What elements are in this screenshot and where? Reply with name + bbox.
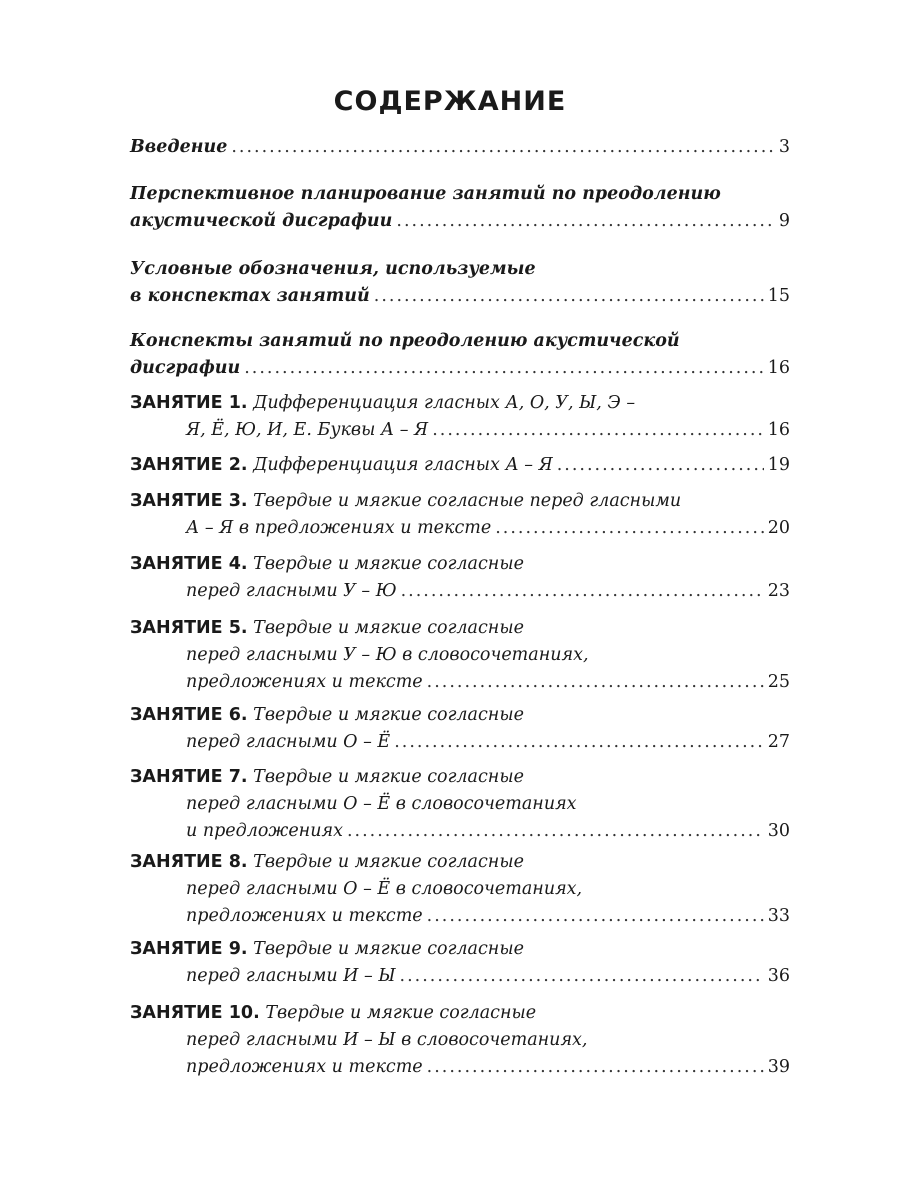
toc-entry-lesson-notes[interactable] [130, 328, 790, 382]
page-title: СОДЕРЖАНИЕ [333, 86, 567, 117]
lesson-title: Твердые и мягкие согласные [253, 705, 524, 725]
dot-leader [427, 669, 764, 696]
lesson-label: ЗАНЯТИЕ 4. [130, 554, 248, 574]
lesson-title: Твердые и мягкие согласные [253, 618, 524, 638]
dot-leader [401, 578, 764, 605]
page-number: 36 [767, 966, 790, 986]
lesson-label: ЗАНЯТИЕ 7. [130, 767, 248, 787]
dot-leader [557, 452, 764, 479]
lesson-title-cont: перед гласными И – Ы [186, 966, 396, 986]
lesson-title-cont: перед гласными О – Ё [186, 732, 391, 752]
lesson-title: Твердые и мягкие согласные [253, 852, 524, 872]
lesson-title-cont: перед гласными О – Ё в словосочетаниях [186, 794, 577, 814]
lesson-label: ЗАНЯТИЕ 5. [130, 618, 248, 638]
page-number: 20 [767, 518, 790, 538]
lesson-title-cont: предложениях и тексте [186, 906, 423, 926]
lesson-title: Твердые и мягкие согласные [253, 939, 524, 959]
lesson-label: ЗАНЯТИЕ 1. [130, 393, 248, 413]
page-number: 30 [767, 821, 790, 841]
dot-leader [400, 963, 764, 990]
lesson-title-cont: перед гласными У – Ю [186, 581, 397, 601]
entry-title-cont: дисграфии [130, 358, 241, 378]
entry-title: Перспективное планирование занятий по преодолению [130, 184, 721, 204]
page-number: 16 [767, 420, 790, 440]
lesson-title: Твердые и мягкие согласные [253, 767, 524, 787]
toc-entry-lesson-6[interactable] [130, 702, 790, 756]
page-number: 23 [767, 581, 790, 601]
dot-leader [432, 417, 764, 444]
entry-title: Условные обозначения, используемые [130, 259, 536, 279]
dot-leader [394, 729, 764, 756]
dot-leader [495, 515, 763, 542]
dot-leader [427, 1054, 764, 1081]
toc-entry-lesson-8[interactable] [130, 849, 790, 930]
page-number: 19 [767, 455, 790, 475]
toc-entry-lesson-2[interactable] [130, 452, 790, 479]
toc-entry-lesson-10[interactable] [130, 1000, 790, 1081]
dot-leader [347, 818, 764, 845]
dot-leader [374, 283, 764, 310]
page-number: 16 [767, 358, 790, 378]
entry-title-cont: акустической дисграфии [130, 211, 393, 231]
entry-title-cont: в конспектах занятий [130, 286, 370, 306]
lesson-label: ЗАНЯТИЕ 9. [130, 939, 248, 959]
toc-entry-introduction[interactable] [130, 134, 790, 161]
lesson-title: Твердые и мягкие согласные перед гласными [253, 491, 682, 511]
toc-entry-lesson-4[interactable] [130, 551, 790, 605]
dot-leader [396, 208, 774, 235]
dot-leader [427, 903, 764, 930]
lesson-title-cont: перед гласными И – Ы в словосочетаниях, [186, 1030, 588, 1050]
lesson-title-cont: перед гласными О – Ё в словосочетаниях, [186, 879, 583, 899]
page-number: 27 [767, 732, 790, 752]
page-number: 25 [767, 672, 790, 692]
page-number: 39 [767, 1057, 790, 1077]
entry-title: Конспекты занятий по преодолению акустической [130, 331, 680, 351]
lesson-label: ЗАНЯТИЕ 8. [130, 852, 248, 872]
lesson-title: Твердые и мягкие согласные [265, 1003, 537, 1023]
lesson-title: Твердые и мягкие согласные [253, 554, 524, 574]
page-number: 3 [778, 137, 790, 157]
lesson-title-cont: и предложениях [186, 821, 343, 841]
toc-entry-lesson-1[interactable] [130, 390, 790, 444]
toc-entry-planning[interactable] [130, 181, 790, 235]
lesson-label: ЗАНЯТИЕ 10. [130, 1003, 260, 1023]
page-number: 15 [767, 286, 790, 306]
dot-leader [244, 355, 764, 382]
lesson-label: ЗАНЯТИЕ 3. [130, 491, 248, 511]
page-number: 9 [778, 211, 790, 231]
toc-entry-lesson-3[interactable] [130, 488, 790, 542]
toc-entry-notation[interactable] [130, 256, 790, 310]
lesson-title-cont: Я, Ё, Ю, И, Е. Буквы А – Я [186, 420, 429, 440]
lesson-title: Дифференциация гласных А, О, У, Ы, Э – [253, 393, 636, 413]
lesson-title-cont: перед гласными У – Ю в словосочетаниях, [186, 645, 589, 665]
toc-entry-lesson-7[interactable] [130, 764, 790, 845]
lesson-title-cont: предложениях и тексте [186, 1057, 423, 1077]
lesson-title-cont: предложениях и тексте [186, 672, 423, 692]
entry-title: Введение [130, 137, 228, 157]
lesson-title-cont: А – Я в предложениях и тексте [186, 518, 492, 538]
page-number: 33 [767, 906, 790, 926]
lesson-label: ЗАНЯТИЕ 2. [130, 455, 248, 475]
toc-entry-lesson-5[interactable] [130, 615, 790, 696]
lesson-title: Дифференциация гласных А – Я [253, 455, 553, 475]
dot-leader [231, 134, 775, 161]
lesson-label: ЗАНЯТИЕ 6. [130, 705, 248, 725]
toc-entry-lesson-9[interactable] [130, 936, 790, 990]
